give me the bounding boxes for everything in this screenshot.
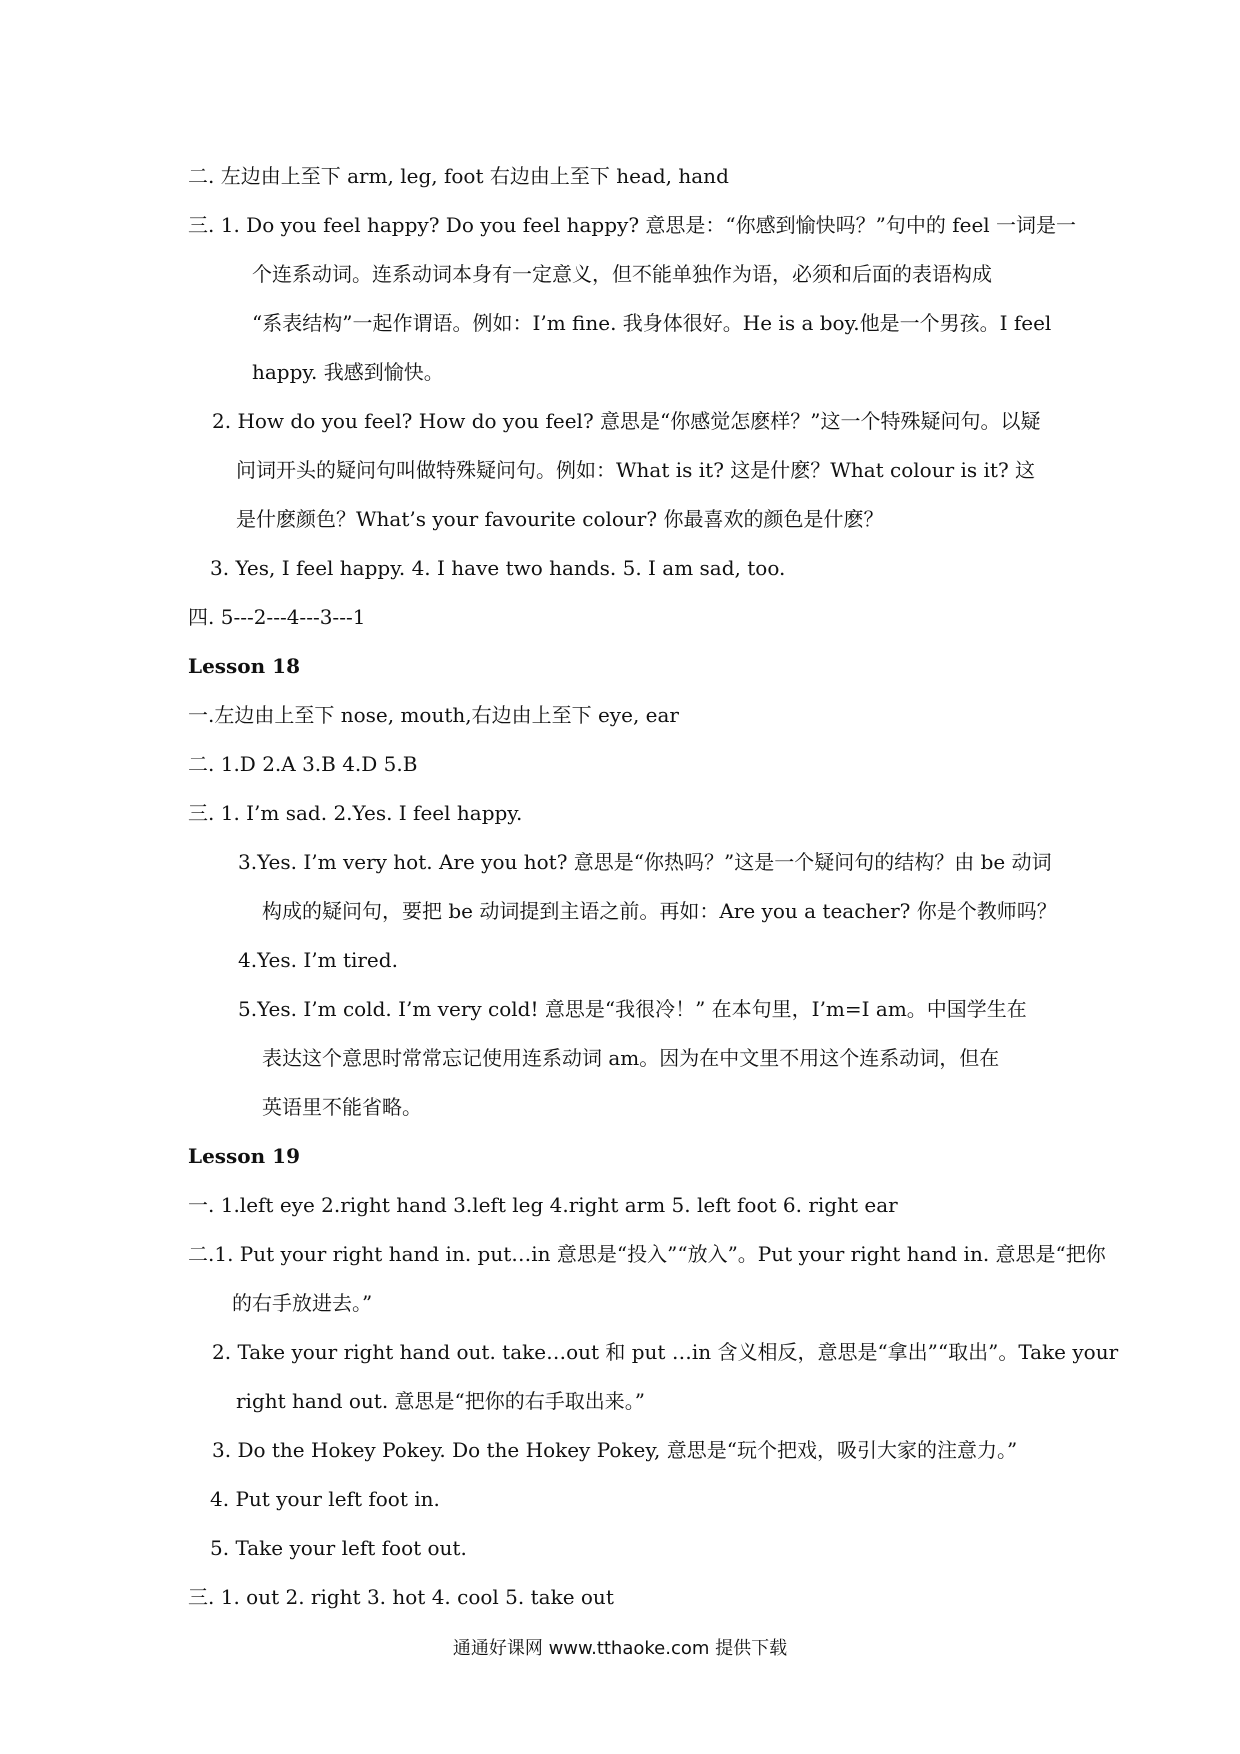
text-line: 一.左边由上至下 nose, mouth,右边由上至下 eye, ear [188, 703, 679, 727]
text-line: 5.Yes. I’m cold. I’m very cold! 意思是“我很冷！” 在本句里，I’m=I am。中国学生在 [238, 997, 1027, 1021]
text-line: 5. Take your left foot out. [210, 1536, 467, 1560]
text-line: 的右手放进去。” [232, 1291, 373, 1315]
text-line: 一. 1.left eye 2.right hand 3.left leg 4.right arm 5. left foot 6. right ear [188, 1193, 898, 1217]
page-footer: 通通好课网 www.tthaoke.com 提供下载 [452, 1638, 788, 1659]
text-line: 二.1. Put your right hand in. put…in 意思是“投入”“放入”。Put your right hand in. 意思是“把你 [188, 1242, 1106, 1266]
text-line: 3. Do the Hokey Pokey. Do the Hokey Pokey, 意思是“玩个把戏，吸引大家的注意力。” [212, 1438, 1018, 1462]
text-line: 三. 1. out 2. right 3. hot 4. cool 5. take out [188, 1585, 614, 1609]
text-line: 二. 1.D 2.A 3.B 4.D 5.B [188, 752, 418, 776]
text-line: 四. 5---2---4---3---1 [188, 605, 366, 629]
text-line: 4. Put your left foot in. [210, 1487, 440, 1511]
text-line: 构成的疑问句，要把 be 动词提到主语之前。再如：Are you a teacher? 你是个教师吗？ [262, 899, 1057, 923]
text-line: 英语里不能省略。 [262, 1095, 422, 1119]
text-line: 表达这个意思时常常忘记使用连系动词 am。因为在中文里不用这个连系动词，但在 [262, 1046, 1000, 1070]
lesson-heading: Lesson 18 [188, 654, 300, 678]
text-line: 3. Yes, I feel happy. 4. I have two hands. 5. I am sad, too. [210, 556, 786, 580]
text-line: happy. 我感到愉快。 [252, 360, 444, 384]
text-line: 3.Yes. I’m very hot. Are you hot? 意思是“你热吗？”这是一个疑问句的结构？由 be 动词 [238, 850, 1052, 874]
text-line: “系表结构”一起作谓语。例如：I’m fine. 我身体很好。He is a boy.他是一个男孩。I feel [252, 311, 1052, 335]
text-line: 2. Take your right hand out. take…out 和 put …in 含义相反，意思是“拿出”“取出”。Take your [212, 1340, 1119, 1364]
text-line: 二. 左边由上至下 arm, leg, foot 右边由上至下 head, hand [188, 164, 729, 188]
text-line: 4.Yes. I’m tired. [238, 948, 398, 972]
lesson-heading: Lesson 19 [188, 1144, 300, 1168]
text-line: right hand out. 意思是“把你的右手取出来。” [236, 1389, 646, 1413]
text-line: 三. 1. Do you feel happy? Do you feel happy? 意思是：“你感到愉快吗？”句中的 feel 一词是一 [188, 213, 1077, 237]
text-line: 三. 1. I’m sad. 2.Yes. I feel happy. [188, 801, 523, 825]
text-line: 个连系动词。连系动词本身有一定意义，但不能单独作为语，必须和后面的表语构成 [252, 262, 992, 286]
text-line: 2. How do you feel? How do you feel? 意思是“你感觉怎麽样？”这一个特殊疑问句。以疑 [212, 409, 1041, 433]
text-line: 问词开头的疑问句叫做特殊疑问句。例如：What is it? 这是什麽？What colour is it? 这 [236, 458, 1036, 482]
text-line: 是什麽颜色？What’s your favourite colour? 你最喜欢的颜色是什麽？ [236, 507, 884, 531]
